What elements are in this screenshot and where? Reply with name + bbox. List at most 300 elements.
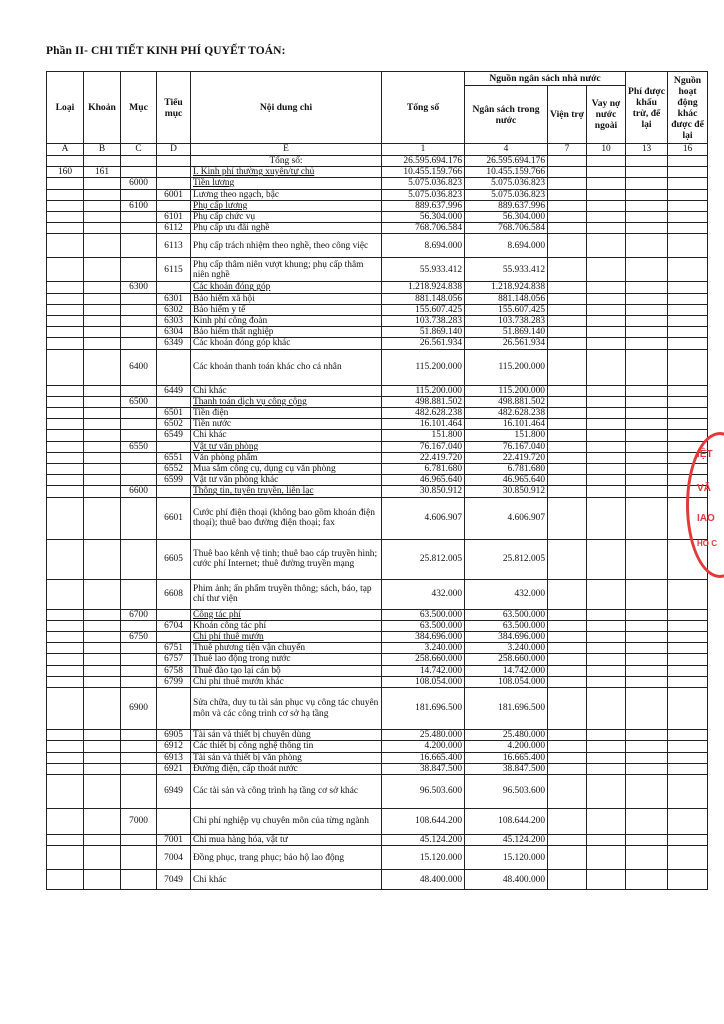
cell-vien-tro <box>548 430 587 441</box>
cell-khoan <box>84 338 121 349</box>
cell-vien-tro <box>548 349 587 385</box>
cell-tong-so: 151.800 <box>382 430 465 441</box>
cell-vay-no <box>587 408 626 419</box>
cell-noi-dung: Thuê phương tiện vận chuyển <box>191 643 382 654</box>
cell-loai <box>47 486 84 497</box>
cell-muc <box>121 156 157 167</box>
cell-muc: 6750 <box>121 632 157 643</box>
cell-loai <box>47 293 84 304</box>
cell-nguon-khac <box>668 327 708 338</box>
table-row <box>47 763 708 774</box>
cell-khoan <box>84 327 121 338</box>
cell-noi-dung: Các khoản đóng góp khác <box>191 338 382 349</box>
cell-tong-so: 26.561.934 <box>382 338 465 349</box>
cell-vay-no <box>587 396 626 407</box>
cell-muc <box>121 774 157 808</box>
column-code: B <box>84 144 121 156</box>
cell-muc <box>121 497 157 539</box>
cell-tong-so: 881.148.056 <box>382 293 465 304</box>
cell-tieu-muc <box>157 808 191 834</box>
cell-khoan <box>84 419 121 430</box>
cell-noi-dung: Khoán công tác phí <box>191 620 382 631</box>
cell-nguon-khac <box>668 316 708 327</box>
cell-noi-dung: Sửa chữa, duy tu tài sản phục vụ công tác chuyên môn và các công trình cơ sở hạ tầng <box>191 688 382 730</box>
cell-noi-dung: Bảo hiểm xã hội <box>191 293 382 304</box>
table-row <box>47 654 708 665</box>
cell-tieu-muc: 6799 <box>157 676 191 687</box>
cell-tieu-muc: 6303 <box>157 316 191 327</box>
cell-vien-tro <box>548 654 587 665</box>
cell-vay-no <box>587 167 626 178</box>
cell-khoan <box>84 620 121 631</box>
cell-phi-khau-tru <box>626 304 668 315</box>
table-body <box>47 156 708 890</box>
cell-loai <box>47 430 84 441</box>
cell-loai <box>47 870 84 890</box>
cell-tieu-muc <box>157 486 191 497</box>
cell-noi-dung: Chi mua hàng hóa, vật tư <box>191 834 382 845</box>
cell-noi-dung: Công tác phí <box>191 609 382 620</box>
col-muc: Mục <box>121 72 157 144</box>
cell-nguon-khac <box>668 676 708 687</box>
cell-muc <box>121 223 157 234</box>
cell-vien-tro <box>548 643 587 654</box>
cell-ns-trong-nuoc: 25.812.005 <box>465 539 548 579</box>
cell-phi-khau-tru <box>626 654 668 665</box>
column-code: 1 <box>382 144 465 156</box>
cell-phi-khau-tru <box>626 167 668 178</box>
cell-phi-khau-tru <box>626 385 668 396</box>
cell-ns-trong-nuoc: 96.503.600 <box>465 774 548 808</box>
cell-vay-no <box>587 349 626 385</box>
cell-loai <box>47 632 84 643</box>
cell-khoan <box>84 609 121 620</box>
cell-noi-dung: Chi khác <box>191 430 382 441</box>
cell-noi-dung: Thuê đào tạo lại cán bộ <box>191 665 382 676</box>
cell-tong-so: 384.696.000 <box>382 632 465 643</box>
cell-phi-khau-tru <box>626 212 668 223</box>
cell-khoan <box>84 316 121 327</box>
cell-vay-no <box>587 327 626 338</box>
col-noi-dung: Nội dung chi <box>191 72 382 144</box>
cell-ns-trong-nuoc: 55.933.412 <box>465 258 548 282</box>
cell-tieu-muc: 6001 <box>157 189 191 200</box>
cell-nguon-khac <box>668 408 708 419</box>
table-row <box>47 200 708 211</box>
cell-loai <box>47 419 84 430</box>
column-code: D <box>157 144 191 156</box>
cell-loai <box>47 774 84 808</box>
cell-noi-dung: Bảo hiểm thất nghiệp <box>191 327 382 338</box>
col-nguon-khac: Nguồn hoạt động khác được để lại <box>668 72 708 144</box>
cell-tieu-muc: 6449 <box>157 385 191 396</box>
table-row <box>47 212 708 223</box>
table-row <box>47 349 708 385</box>
col-vien-tro: Viện trợ <box>548 86 587 144</box>
cell-vien-tro <box>548 539 587 579</box>
cell-tieu-muc: 6599 <box>157 475 191 486</box>
cell-khoan <box>84 774 121 808</box>
cell-tong-so: 115.200.000 <box>382 349 465 385</box>
cell-vien-tro <box>548 475 587 486</box>
cell-nguon-khac <box>668 189 708 200</box>
cell-tong-so: 498.881.502 <box>382 396 465 407</box>
cell-nguon-khac <box>668 200 708 211</box>
cell-noi-dung: Tài sản và thiết bị chuyên dùng <box>191 730 382 741</box>
cell-tieu-muc: 6601 <box>157 497 191 539</box>
cell-phi-khau-tru <box>626 676 668 687</box>
cell-vien-tro <box>548 200 587 211</box>
cell-ns-trong-nuoc: 498.881.502 <box>465 396 548 407</box>
cell-vien-tro <box>548 189 587 200</box>
cell-tong-so: 96.503.600 <box>382 774 465 808</box>
cell-nguon-khac <box>668 167 708 178</box>
cell-tieu-muc: 6921 <box>157 763 191 774</box>
cell-noi-dung: Tổng số: <box>191 156 382 167</box>
cell-tieu-muc <box>157 396 191 407</box>
cell-loai <box>47 676 84 687</box>
cell-khoan <box>84 234 121 258</box>
cell-ns-trong-nuoc: 881.148.056 <box>465 293 548 304</box>
cell-nguon-khac <box>668 834 708 845</box>
cell-muc <box>121 654 157 665</box>
cell-nguon-khac <box>668 632 708 643</box>
cell-loai <box>47 212 84 223</box>
cell-nguon-khac <box>668 396 708 407</box>
cell-ns-trong-nuoc: 1.218.924.838 <box>465 282 548 293</box>
cell-khoan <box>84 688 121 730</box>
cell-nguon-khac <box>668 178 708 189</box>
cell-tieu-muc: 6605 <box>157 539 191 579</box>
cell-muc <box>121 304 157 315</box>
cell-vien-tro <box>548 609 587 620</box>
cell-loai: 160 <box>47 167 84 178</box>
cell-vay-no <box>587 688 626 730</box>
cell-tong-so: 108.054.000 <box>382 676 465 687</box>
cell-tong-so: 5.075.036.823 <box>382 189 465 200</box>
cell-tong-so: 889.637.996 <box>382 200 465 211</box>
table-row <box>47 452 708 463</box>
cell-khoan <box>84 464 121 475</box>
cell-phi-khau-tru <box>626 688 668 730</box>
cell-vien-tro <box>548 665 587 676</box>
cell-nguon-khac <box>668 430 708 441</box>
cell-loai <box>47 620 84 631</box>
cell-vien-tro <box>548 834 587 845</box>
cell-vay-no <box>587 620 626 631</box>
cell-tieu-muc <box>157 632 191 643</box>
cell-khoan <box>84 676 121 687</box>
cell-loai <box>47 189 84 200</box>
cell-tong-so: 4.200.000 <box>382 741 465 752</box>
cell-ns-trong-nuoc: 8.694.000 <box>465 234 548 258</box>
cell-muc: 6300 <box>121 282 157 293</box>
cell-ns-trong-nuoc: 10.455.159.766 <box>465 167 548 178</box>
cell-noi-dung: Chi phí nghiệp vụ chuyên môn của từng ngành <box>191 808 382 834</box>
cell-khoan <box>84 408 121 419</box>
cell-muc: 6000 <box>121 178 157 189</box>
cell-phi-khau-tru <box>626 316 668 327</box>
cell-ns-trong-nuoc: 6.781.680 <box>465 464 548 475</box>
cell-tong-so: 14.742.000 <box>382 665 465 676</box>
cell-tong-so: 76.167.040 <box>382 441 465 452</box>
cell-tieu-muc: 6101 <box>157 212 191 223</box>
cell-vay-no <box>587 846 626 870</box>
cell-vay-no <box>587 212 626 223</box>
cell-vien-tro <box>548 178 587 189</box>
cell-noi-dung: I. Kinh phí thường xuyên/tự chủ <box>191 167 382 178</box>
cell-tong-so: 51.869.140 <box>382 327 465 338</box>
col-vay-no: Vay nợ nước ngoài <box>587 86 626 144</box>
cell-loai <box>47 349 84 385</box>
cell-muc <box>121 464 157 475</box>
cell-noi-dung: Văn phòng phẩm <box>191 452 382 463</box>
cell-vien-tro <box>548 464 587 475</box>
cell-tieu-muc <box>157 609 191 620</box>
cell-loai <box>47 654 84 665</box>
cell-tong-so: 26.595.694.176 <box>382 156 465 167</box>
cell-vay-no <box>587 234 626 258</box>
cell-vien-tro <box>548 441 587 452</box>
table-row <box>47 475 708 486</box>
cell-ns-trong-nuoc: 14.742.000 <box>465 665 548 676</box>
cell-tieu-muc <box>157 688 191 730</box>
cell-tong-so: 482.628.238 <box>382 408 465 419</box>
cell-ns-trong-nuoc: 258.660.000 <box>465 654 548 665</box>
cell-phi-khau-tru <box>626 464 668 475</box>
red-seal-stamp: IỆT VĂ IAO HO C <box>686 432 724 578</box>
cell-khoan <box>84 834 121 845</box>
cell-phi-khau-tru <box>626 293 668 304</box>
cell-phi-khau-tru <box>626 156 668 167</box>
cell-tong-so: 48.400.000 <box>382 870 465 890</box>
cell-loai <box>47 327 84 338</box>
cell-noi-dung: Chi phí thuê mướn khác <box>191 676 382 687</box>
cell-ns-trong-nuoc: 56.304.000 <box>465 212 548 223</box>
table-row <box>47 441 708 452</box>
table-row <box>47 497 708 539</box>
cell-ns-trong-nuoc: 16.665.400 <box>465 752 548 763</box>
cell-tieu-muc: 7001 <box>157 834 191 845</box>
cell-noi-dung: Tiền điện <box>191 408 382 419</box>
table-row <box>47 846 708 870</box>
cell-khoan <box>84 304 121 315</box>
cell-tieu-muc <box>157 156 191 167</box>
table-row <box>47 304 708 315</box>
cell-vay-no <box>587 808 626 834</box>
table-row <box>47 464 708 475</box>
cell-tong-so: 38.847.500 <box>382 763 465 774</box>
cell-tieu-muc <box>157 441 191 452</box>
cell-nguon-khac <box>668 338 708 349</box>
table-row <box>47 189 708 200</box>
cell-tieu-muc: 6704 <box>157 620 191 631</box>
cell-muc <box>121 419 157 430</box>
cell-ns-trong-nuoc: 768.706.584 <box>465 223 548 234</box>
table-row <box>47 741 708 752</box>
cell-tieu-muc: 6501 <box>157 408 191 419</box>
cell-phi-khau-tru <box>626 475 668 486</box>
column-code: 13 <box>626 144 668 156</box>
cell-ns-trong-nuoc: 4.200.000 <box>465 741 548 752</box>
cell-nguon-khac <box>668 688 708 730</box>
cell-vien-tro <box>548 156 587 167</box>
cell-phi-khau-tru <box>626 396 668 407</box>
cell-khoan <box>84 846 121 870</box>
cell-muc: 6600 <box>121 486 157 497</box>
table-row <box>47 676 708 687</box>
cell-muc <box>121 539 157 579</box>
table-row <box>47 178 708 189</box>
cell-ns-trong-nuoc: 108.054.000 <box>465 676 548 687</box>
cell-ns-trong-nuoc: 432.000 <box>465 579 548 609</box>
cell-noi-dung: Lương theo ngạch, bậc <box>191 189 382 200</box>
cell-phi-khau-tru <box>626 349 668 385</box>
cell-muc <box>121 189 157 200</box>
cell-phi-khau-tru <box>626 282 668 293</box>
cell-loai <box>47 316 84 327</box>
cell-tong-so: 4.606.907 <box>382 497 465 539</box>
cell-vay-no <box>587 763 626 774</box>
cell-phi-khau-tru <box>626 730 668 741</box>
cell-tong-so: 46.965.640 <box>382 475 465 486</box>
cell-phi-khau-tru <box>626 774 668 808</box>
cell-vay-no <box>587 441 626 452</box>
cell-muc <box>121 327 157 338</box>
cell-vay-no <box>587 752 626 763</box>
cell-tieu-muc: 6349 <box>157 338 191 349</box>
cell-phi-khau-tru <box>626 620 668 631</box>
cell-tong-so: 45.124.200 <box>382 834 465 845</box>
cell-khoan <box>84 441 121 452</box>
cell-muc: 7000 <box>121 808 157 834</box>
column-code-row <box>47 144 708 156</box>
cell-loai <box>47 408 84 419</box>
cell-loai <box>47 665 84 676</box>
cell-noi-dung: Các thiết bị công nghệ thông tin <box>191 741 382 752</box>
table-row <box>47 430 708 441</box>
cell-khoan <box>84 497 121 539</box>
table-row <box>47 665 708 676</box>
cell-noi-dung: Phụ cấp trách nhiệm theo nghề, theo công việc <box>191 234 382 258</box>
cell-phi-khau-tru <box>626 441 668 452</box>
cell-vien-tro <box>548 419 587 430</box>
cell-muc <box>121 408 157 419</box>
cell-loai <box>47 396 84 407</box>
cell-vay-no <box>587 385 626 396</box>
cell-ns-trong-nuoc: 482.628.238 <box>465 408 548 419</box>
cell-vien-tro <box>548 632 587 643</box>
cell-phi-khau-tru <box>626 234 668 258</box>
cell-vay-no <box>587 654 626 665</box>
cell-loai <box>47 200 84 211</box>
cell-tong-so: 25.480.000 <box>382 730 465 741</box>
cell-khoan <box>84 282 121 293</box>
cell-muc <box>121 870 157 890</box>
cell-noi-dung: Các khoản đóng góp <box>191 282 382 293</box>
cell-ns-trong-nuoc: 63.500.000 <box>465 620 548 631</box>
cell-phi-khau-tru <box>626 408 668 419</box>
table-row <box>47 620 708 631</box>
cell-loai <box>47 223 84 234</box>
cell-loai <box>47 497 84 539</box>
cell-noi-dung: Bảo hiểm y tế <box>191 304 382 315</box>
cell-muc <box>121 316 157 327</box>
cell-muc: 6500 <box>121 396 157 407</box>
cell-nguon-khac <box>668 808 708 834</box>
cell-ns-trong-nuoc: 25.480.000 <box>465 730 548 741</box>
cell-tong-so: 8.694.000 <box>382 234 465 258</box>
cell-tong-so: 56.304.000 <box>382 212 465 223</box>
cell-muc <box>121 620 157 631</box>
cell-ns-trong-nuoc: 103.738.283 <box>465 316 548 327</box>
cell-khoan <box>84 730 121 741</box>
column-code: A <box>47 144 84 156</box>
cell-nguon-khac <box>668 763 708 774</box>
cell-vay-no <box>587 293 626 304</box>
cell-tong-so: 16.101.464 <box>382 419 465 430</box>
cell-loai <box>47 178 84 189</box>
cell-noi-dung: Kinh phí công đoàn <box>191 316 382 327</box>
cell-tieu-muc <box>157 282 191 293</box>
cell-tieu-muc: 6301 <box>157 293 191 304</box>
cell-noi-dung: Tiền nước <box>191 419 382 430</box>
cell-tieu-muc: 6757 <box>157 654 191 665</box>
cell-noi-dung: Mua sắm công cụ, dụng cụ văn phòng <box>191 464 382 475</box>
cell-noi-dung: Tiền lương <box>191 178 382 189</box>
cell-ns-trong-nuoc: 3.240.000 <box>465 643 548 654</box>
cell-vay-no <box>587 338 626 349</box>
cell-tieu-muc: 6905 <box>157 730 191 741</box>
cell-khoan <box>84 579 121 609</box>
cell-vay-no <box>587 156 626 167</box>
col-tieu-muc: Tiểu mục <box>157 72 191 144</box>
cell-ns-trong-nuoc: 51.869.140 <box>465 327 548 338</box>
cell-tong-so: 63.500.000 <box>382 609 465 620</box>
cell-tong-so: 115.200.000 <box>382 385 465 396</box>
cell-nguon-khac <box>668 620 708 631</box>
cell-ns-trong-nuoc: 48.400.000 <box>465 870 548 890</box>
cell-ns-trong-nuoc: 16.101.464 <box>465 419 548 430</box>
table-row <box>47 385 708 396</box>
cell-ns-trong-nuoc: 63.500.000 <box>465 609 548 620</box>
cell-noi-dung: Phụ cấp chức vụ <box>191 212 382 223</box>
cell-tieu-muc: 6913 <box>157 752 191 763</box>
cell-phi-khau-tru <box>626 258 668 282</box>
cell-khoan <box>84 741 121 752</box>
cell-tieu-muc: 6608 <box>157 579 191 609</box>
cell-khoan <box>84 258 121 282</box>
cell-nguon-khac <box>668 846 708 870</box>
cell-tieu-muc: 6502 <box>157 419 191 430</box>
cell-ns-trong-nuoc: 115.200.000 <box>465 385 548 396</box>
cell-tieu-muc: 6113 <box>157 234 191 258</box>
cell-phi-khau-tru <box>626 497 668 539</box>
table-row <box>47 539 708 579</box>
cell-vay-no <box>587 464 626 475</box>
cell-muc: 6700 <box>121 609 157 620</box>
cell-loai <box>47 452 84 463</box>
cell-loai <box>47 846 84 870</box>
table-row <box>47 632 708 643</box>
cell-vien-tro <box>548 486 587 497</box>
cell-khoan <box>84 212 121 223</box>
cell-tong-so: 181.696.500 <box>382 688 465 730</box>
cell-loai <box>47 464 84 475</box>
cell-muc <box>121 475 157 486</box>
cell-muc: 6550 <box>121 441 157 452</box>
cell-vay-no <box>587 579 626 609</box>
